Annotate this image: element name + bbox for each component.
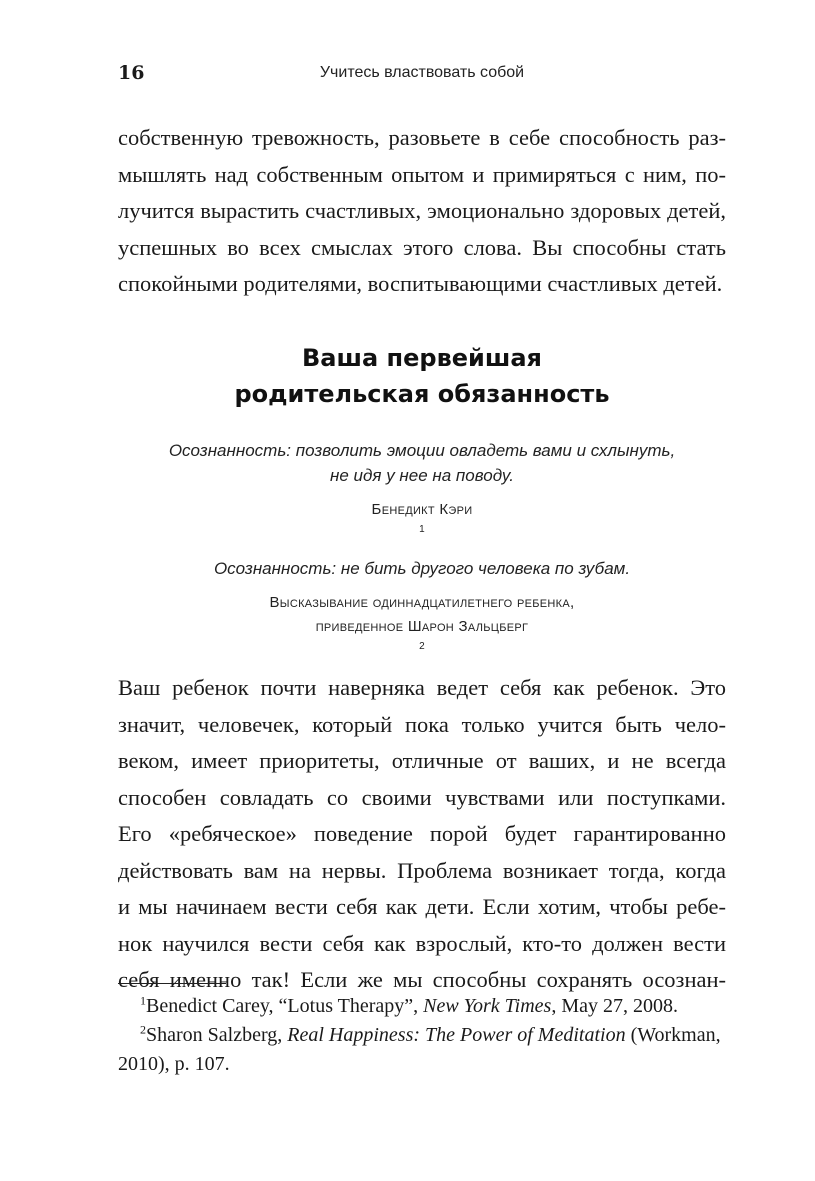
- epigraph-source-line: Высказывание одиннадцатилетнего ребенка,: [269, 594, 575, 611]
- text-line: мышлять над собственным опытом и примиряться с ним, по-: [118, 161, 726, 187]
- footnote-divider: [118, 983, 226, 984]
- section-heading-line-2: родительская обязанность: [234, 380, 610, 408]
- epigraph-author: Бенедикт Кэри: [371, 501, 473, 518]
- epigraph-quote-line: Осознанность: позволить эмоции овладеть вами и схлынуть,: [168, 441, 676, 460]
- epigraph-attribution: [118, 591, 726, 663]
- footnote-source-title: New York Times: [423, 995, 552, 1017]
- epigraph-quote: [118, 556, 726, 581]
- footnotes: [118, 992, 726, 1079]
- page-header: [118, 62, 726, 92]
- epigraph-attribution: [118, 498, 726, 546]
- section-heading-line-1: Ваша первейшая: [302, 344, 542, 372]
- text-line: значит, человечек, который пока только учится быть чело-: [118, 711, 726, 737]
- text-line: действовать вам на нервы. Проблема возникает тогда, когда: [118, 857, 726, 883]
- text-line: веком, имеет приоритеты, отличные от ваших, и не всегда: [118, 748, 726, 773]
- epigraph-source-line: приведенное Шарон Зальцберг: [315, 618, 529, 635]
- epigraph-quote: [118, 438, 726, 488]
- section-heading: [118, 340, 726, 412]
- text-line: Ваш ребенок почти наверняка ведет себя как ребенок. Это: [118, 675, 726, 700]
- footnote-text: (Workman, 2010), p. 107.: [118, 1024, 721, 1075]
- footnote-number: 1: [140, 993, 146, 1008]
- text-line: успешных во всех смыслах этого слова. Вы способны стать: [118, 234, 726, 260]
- text-line: нок научился вести себя как взрослый, кто-то должен вести: [118, 930, 726, 956]
- footnote-ref: 2: [419, 641, 425, 652]
- text-line: лучится вырастить счастливых, эмоционально здоровых детей,: [118, 198, 726, 223]
- text-line: Его «ребяческое» поведение порой будет гарантированно: [118, 821, 726, 846]
- footnote-text: , May 27, 2008.: [551, 995, 678, 1017]
- epigraph-1: [118, 438, 726, 546]
- epigraph-quote-line: Осознанность: не бить другого человека по зубам.: [213, 559, 631, 578]
- footnote-number: 2: [140, 1022, 146, 1037]
- text-line: себя именно так! Если же мы способны сохранять осознан-: [118, 967, 726, 992]
- page-number: 16: [118, 62, 145, 84]
- epigraph-2: [118, 556, 726, 663]
- footnote-1: [118, 992, 726, 1021]
- footnote-2: [118, 1021, 726, 1079]
- paragraph-continued: [118, 120, 726, 303]
- text-line: спокойными родителями, воспитывающими счастливых детей.: [118, 271, 723, 296]
- text-line: собственную тревожность, разовьете в себе способность раз-: [118, 125, 726, 150]
- footnote-ref: 1: [419, 524, 425, 535]
- paragraph-main: [118, 670, 726, 999]
- text-line: способен совладать со своими чувствами или поступками.: [118, 784, 726, 810]
- text-line: и мы начинаем вести себя как дети. Если хотим, чтобы ребе-: [118, 894, 726, 919]
- footnote-text: Sharon Salzberg,: [146, 1024, 288, 1046]
- epigraph-quote-line: не идя у нее на поводу.: [330, 466, 514, 485]
- footnote-text: Benedict Carey, “Lotus Therapy”,: [146, 995, 424, 1017]
- running-title: Учитесь властвовать собой: [319, 64, 525, 81]
- footnote-source-title: Real Happiness: The Power of Meditation: [287, 1024, 626, 1046]
